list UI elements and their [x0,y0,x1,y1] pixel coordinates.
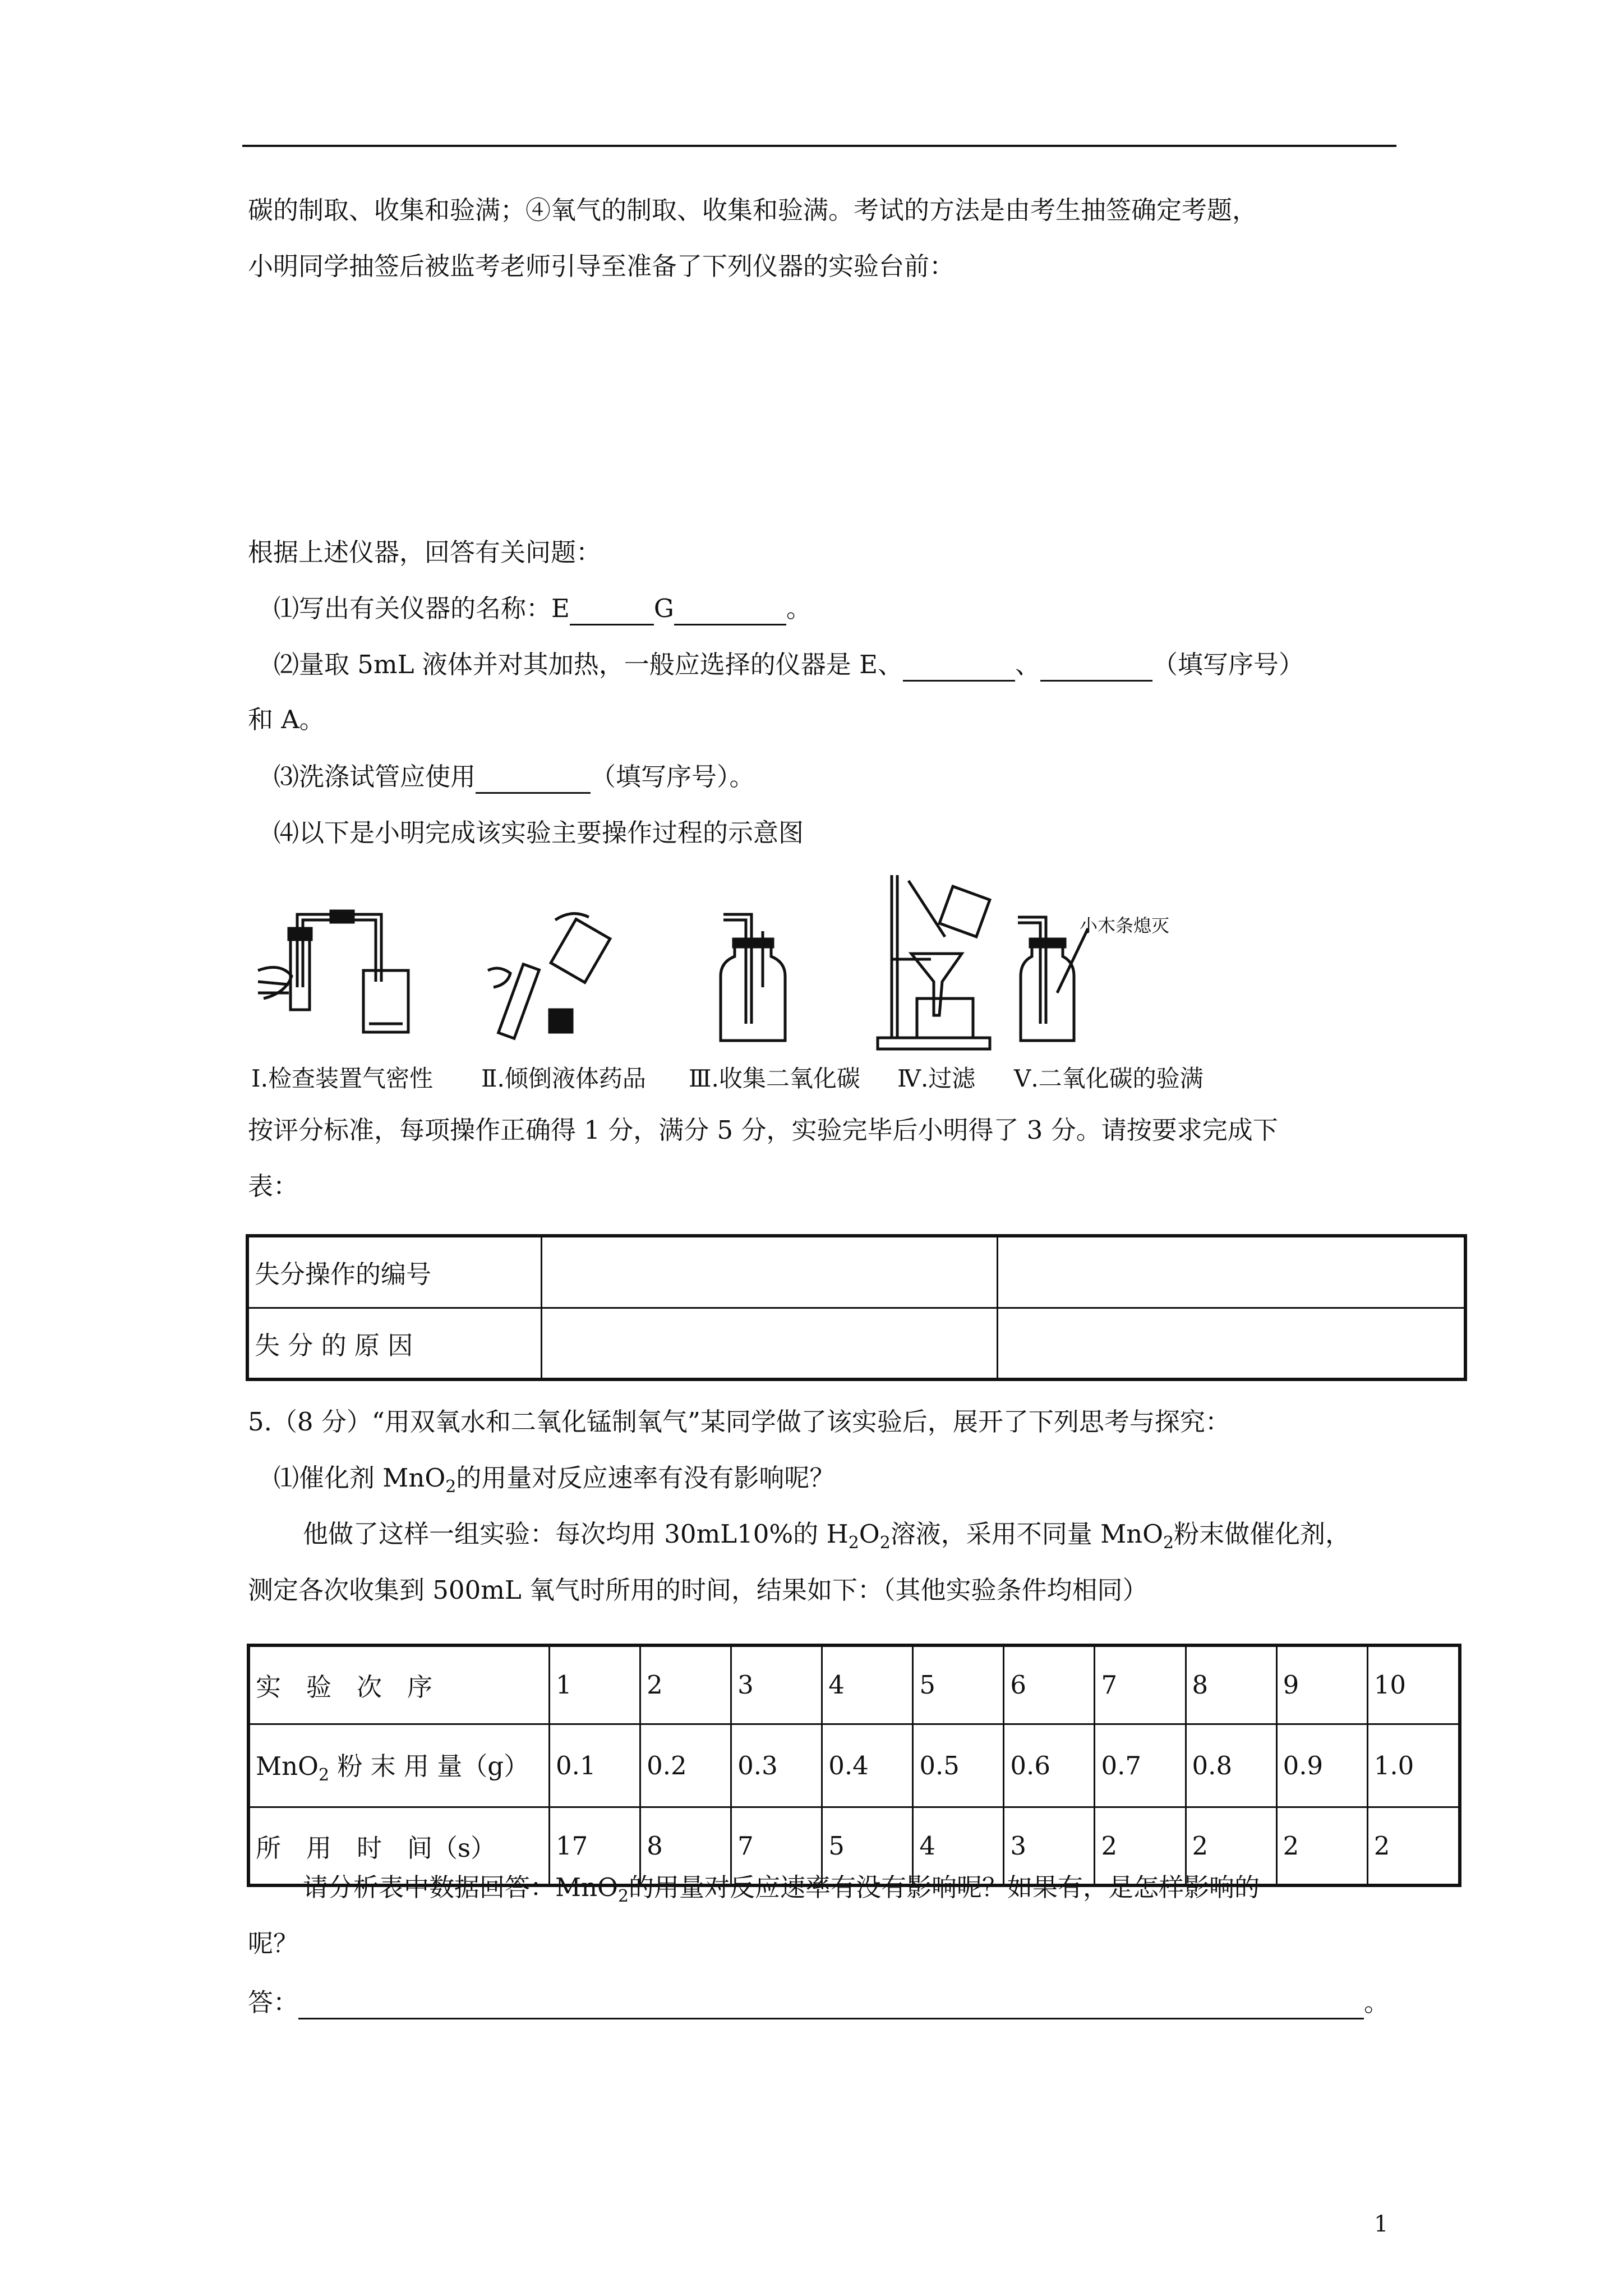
time-cell: 2 [1276,1807,1367,1885]
amount-cell: 0.6 [1004,1724,1095,1807]
q5-p1-mid2: 溶液，采用不同量 MnO [890,1519,1164,1549]
analysis-b: 的用量对反应速率有没有影响呢？如果有，是怎样影响的 [629,1872,1260,1902]
time-cell: 2 [1367,1807,1460,1885]
q5-p1-sub2: 2 [879,1533,891,1553]
question-2 [274,648,1304,682]
q2-sep: 、 [1015,650,1040,679]
amount-cell: 0.5 [913,1724,1004,1807]
order-cell: 10 [1367,1645,1460,1724]
table-row [247,1236,1465,1308]
row-label-order: 实 验 次 序 [248,1645,550,1724]
pour-liquid-icon [477,903,623,1055]
order-cell: 2 [640,1645,731,1724]
q3-text-a: ⑶洗涤试管应使用 [274,762,476,792]
q1-blank-g[interactable] [674,595,786,625]
time-cell: 17 [550,1807,640,1885]
q5-sub-subscript: 2 [445,1477,457,1497]
question-3 [274,760,755,794]
figure-label-2: Ⅱ.倾倒液体药品 [481,1065,646,1092]
gas-collection-bottle-icon [718,903,791,1049]
q1-end: 。 [786,593,811,623]
row-label-time: 所 用 时 间（s） [248,1807,550,1885]
score-table-header: 失 分 的 原 因 [247,1308,542,1379]
figure-label-4: Ⅳ.过滤 [897,1065,976,1092]
table-row [247,1308,1465,1379]
time-cell: 8 [640,1807,731,1885]
figure-label-3: Ⅲ.收集二氧化碳 [689,1065,860,1092]
q5-sub-text-b: 的用量对反应速率有没有影响呢？ [456,1463,835,1493]
answer-end: 。 [1364,1987,1390,2017]
table-row [248,1724,1460,1807]
amount-cell: 0.1 [550,1724,640,1807]
time-cell: 3 [1004,1807,1095,1885]
amount-cell: 0.3 [731,1724,822,1807]
q2-blank-1[interactable] [903,651,1015,682]
figure-label-1: Ⅰ.检查装置气密性 [251,1065,433,1092]
q5-p1-sub3: 2 [1163,1533,1174,1553]
order-cell: 9 [1276,1645,1367,1724]
score-table-cell[interactable] [542,1236,998,1308]
q3-end: （填写序号）。 [591,762,755,792]
q5-p1-a: 他做了这样一组实验：每次均用 30mL10%的 H [303,1519,849,1549]
time-cell: 5 [822,1807,913,1885]
analysis-line-2: 呢？ [248,1929,299,1958]
q5-title: 5.（8 分）“用双氧水和二氧化锰制氧气”某同学做了该实验后，展开了下列思考与探究： [248,1407,1230,1437]
amount-label-sub: 2 [318,1765,330,1785]
q2-end: （填写序号） [1152,650,1304,679]
questions-lead: 根据上述仪器，回答有关问题： [248,537,602,567]
q5-paragraph-2: 测定各次收集到 500mL 氧气时所用的时间，结果如下：（其他实验条件均相同） [248,1575,1148,1605]
q1-text-a: ⑴写出有关仪器的名称：E [274,593,570,623]
figure-label-5: Ⅴ.二氧化碳的验满 [1014,1065,1204,1092]
q5-paragraph-1 [303,1517,1350,1560]
question-2-cont: 和 A。 [248,705,325,734]
page-number: 1 [1374,2211,1389,2237]
order-cell: 8 [1186,1645,1276,1724]
order-cell: 4 [822,1645,913,1724]
airtightness-check-icon [247,903,415,1049]
time-cell: 4 [913,1807,1004,1885]
order-cell: 3 [731,1645,822,1724]
amount-cell: 0.4 [822,1724,913,1807]
figure-annotation: 小木条熄灭 [1080,915,1170,936]
amount-label-a: MnO [256,1751,319,1781]
amount-cell: 0.9 [1276,1724,1367,1807]
q1-blank-e[interactable] [570,595,654,625]
analysis-sub: 2 [617,1887,629,1906]
q1-text-b: G [653,593,674,623]
order-cell: 5 [913,1645,1004,1724]
analysis-a: 请分析表中数据回答：MnO [303,1872,618,1902]
header-rule [242,145,1396,147]
score-table-cell[interactable] [542,1308,998,1379]
q5-p1-b: 粉末做催化剂， [1174,1519,1351,1549]
scoring-line-2: 表： [248,1171,299,1201]
q2-text-a: ⑵量取 5mL 液体并对其加热，一般应选择的仪器是 E、 [274,650,903,679]
scoring-line-1: 按评分标准，每项操作正确得 1 分，满分 5 分，实验完毕后小明得了 3 分。请按要求完成下 [248,1115,1278,1145]
amount-cell: 0.8 [1186,1724,1276,1807]
answer-blank[interactable] [298,1989,1364,2019]
score-table-header: 失分操作的编号 [247,1236,542,1308]
amount-cell: 0.7 [1095,1724,1186,1807]
amount-cell: 0.2 [640,1724,731,1807]
q5-p1-sub1: 2 [848,1533,859,1553]
score-table [246,1234,1467,1381]
q5-sub-text-a: ⑴催化剂 MnO [274,1463,446,1493]
analysis-line-1 [303,1871,1260,1913]
intro-line-2: 小明同学抽签后被监考老师引导至准备了下列仪器的实验台前： [248,251,955,281]
question-4: ⑷以下是小明完成该实验主要操作过程的示意图 [274,818,804,848]
q2-blank-2[interactable] [1040,651,1152,682]
q5-p1-mid1: O [859,1519,880,1549]
question-1 [274,592,811,625]
order-cell: 7 [1095,1645,1186,1724]
intro-line-1: 碳的制取、收集和验满；④氧气的制取、收集和验满。考试的方法是由考生抽签确定考题， [248,195,1258,225]
time-cell: 2 [1095,1807,1186,1885]
answer-label: 答： [248,1987,299,2017]
order-cell: 6 [1004,1645,1095,1724]
score-table-cell[interactable] [998,1308,1466,1379]
table-row [248,1645,1460,1724]
row-label-amount [248,1724,550,1807]
amount-cell: 1.0 [1367,1724,1460,1807]
order-cell: 1 [550,1645,640,1724]
score-table-cell[interactable] [998,1236,1466,1308]
amount-label-b: 粉 末 用 量（g） [329,1751,529,1781]
experiment-table [247,1644,1461,1887]
time-cell: 7 [731,1807,822,1885]
filtration-icon [878,869,995,1055]
time-cell: 2 [1186,1807,1276,1885]
q3-blank[interactable] [476,763,591,794]
q5-sub-question [274,1461,834,1504]
answer-line [248,1986,1389,2019]
